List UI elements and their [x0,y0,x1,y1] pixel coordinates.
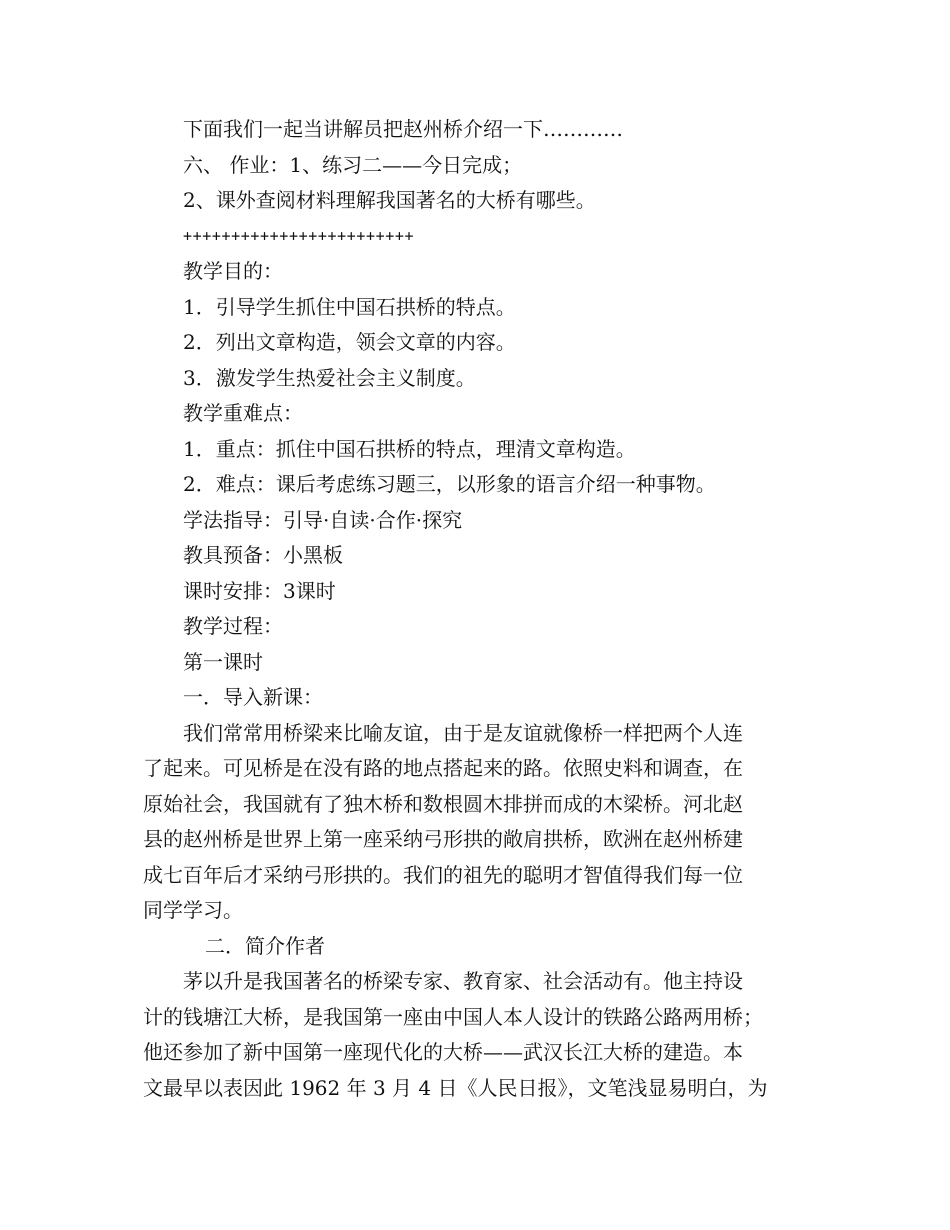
section-heading: 第一课时 [183,649,263,674]
intro-paragraph [143,716,815,929]
info-line: 学法指导：引导·自读·合作·探究 [183,507,463,532]
info-line: 课时安排：3课时 [183,578,336,603]
document-body [143,112,815,1106]
section-heading: 一．导入新课： [183,685,323,709]
paragraph-line: 文最早以表因此 1962 年 3 月 4 日《人民日报》，文笔浅显易明白，为 [143,1075,768,1100]
author-paragraph [143,964,815,1106]
homework-heading: 六、 作业：1、练习二——今日完成； [183,152,523,177]
paragraph-line: 成七百年后才采纳弓形拱的。我们的祖先的聪明才智值得我们每一位 [143,862,743,887]
paragraph-line: 了起来。可见桥是在没有路的地点搭起来的路。依照史料和调查，在 [143,756,743,780]
section-heading: 二．简介作者 [205,933,325,958]
section-heading: 教学目的： [183,259,283,283]
section-heading: 教学过程： [183,614,283,638]
paragraph-line: 他还参加了新中国第一座现代化的大桥——武汉长江大桥的建造。本 [143,1040,743,1064]
separator-line: ++++++++++++++++++++++++ [183,226,415,245]
paragraph-line: 同学学习。 [143,898,243,922]
text-line: 下面我们一起当讲解员把赵州桥介绍一下………… [183,117,623,141]
paragraph-line: 县的赵州桥是世界上第一座采纳弓形拱的敞肩拱桥，欧洲在赵州桥建 [143,827,743,851]
paragraph-line: 我们常常用桥梁来比喻友谊，由于是友谊就像桥一样把两个人连 [183,720,743,745]
text-line: 2、课外查阅材料理解我国著名的大桥有哪些。 [183,188,596,212]
paragraph-line: 计的钱塘江大桥，是我国第一座由中国人本人设计的铁路公路两用桥； [143,1004,763,1029]
list-item: 3．激发学生热爱社会主义制度。 [183,365,476,390]
list-item: 2．列出文章构造，领会文章的内容。 [183,330,516,354]
paragraph-line: 茅以升是我国著名的桥梁专家、教育家、社会活动有。他主持设 [183,969,743,993]
list-item: 2．难点：课后考虑练习题三，以形象的语言介绍一种事物。 [183,472,716,496]
info-line: 教具预备：小黑板 [183,543,343,567]
section-heading: 教学重难点： [183,401,303,425]
paragraph-line: 原始社会，我国就有了独木桥和数根圆木排拼而成的木梁桥。河北赵 [143,791,743,816]
list-item: 1．引导学生抓住中国石拱桥的特点。 [183,294,516,319]
list-item: 1．重点：抓住中国石拱桥的特点，理清文章构造。 [183,436,636,461]
